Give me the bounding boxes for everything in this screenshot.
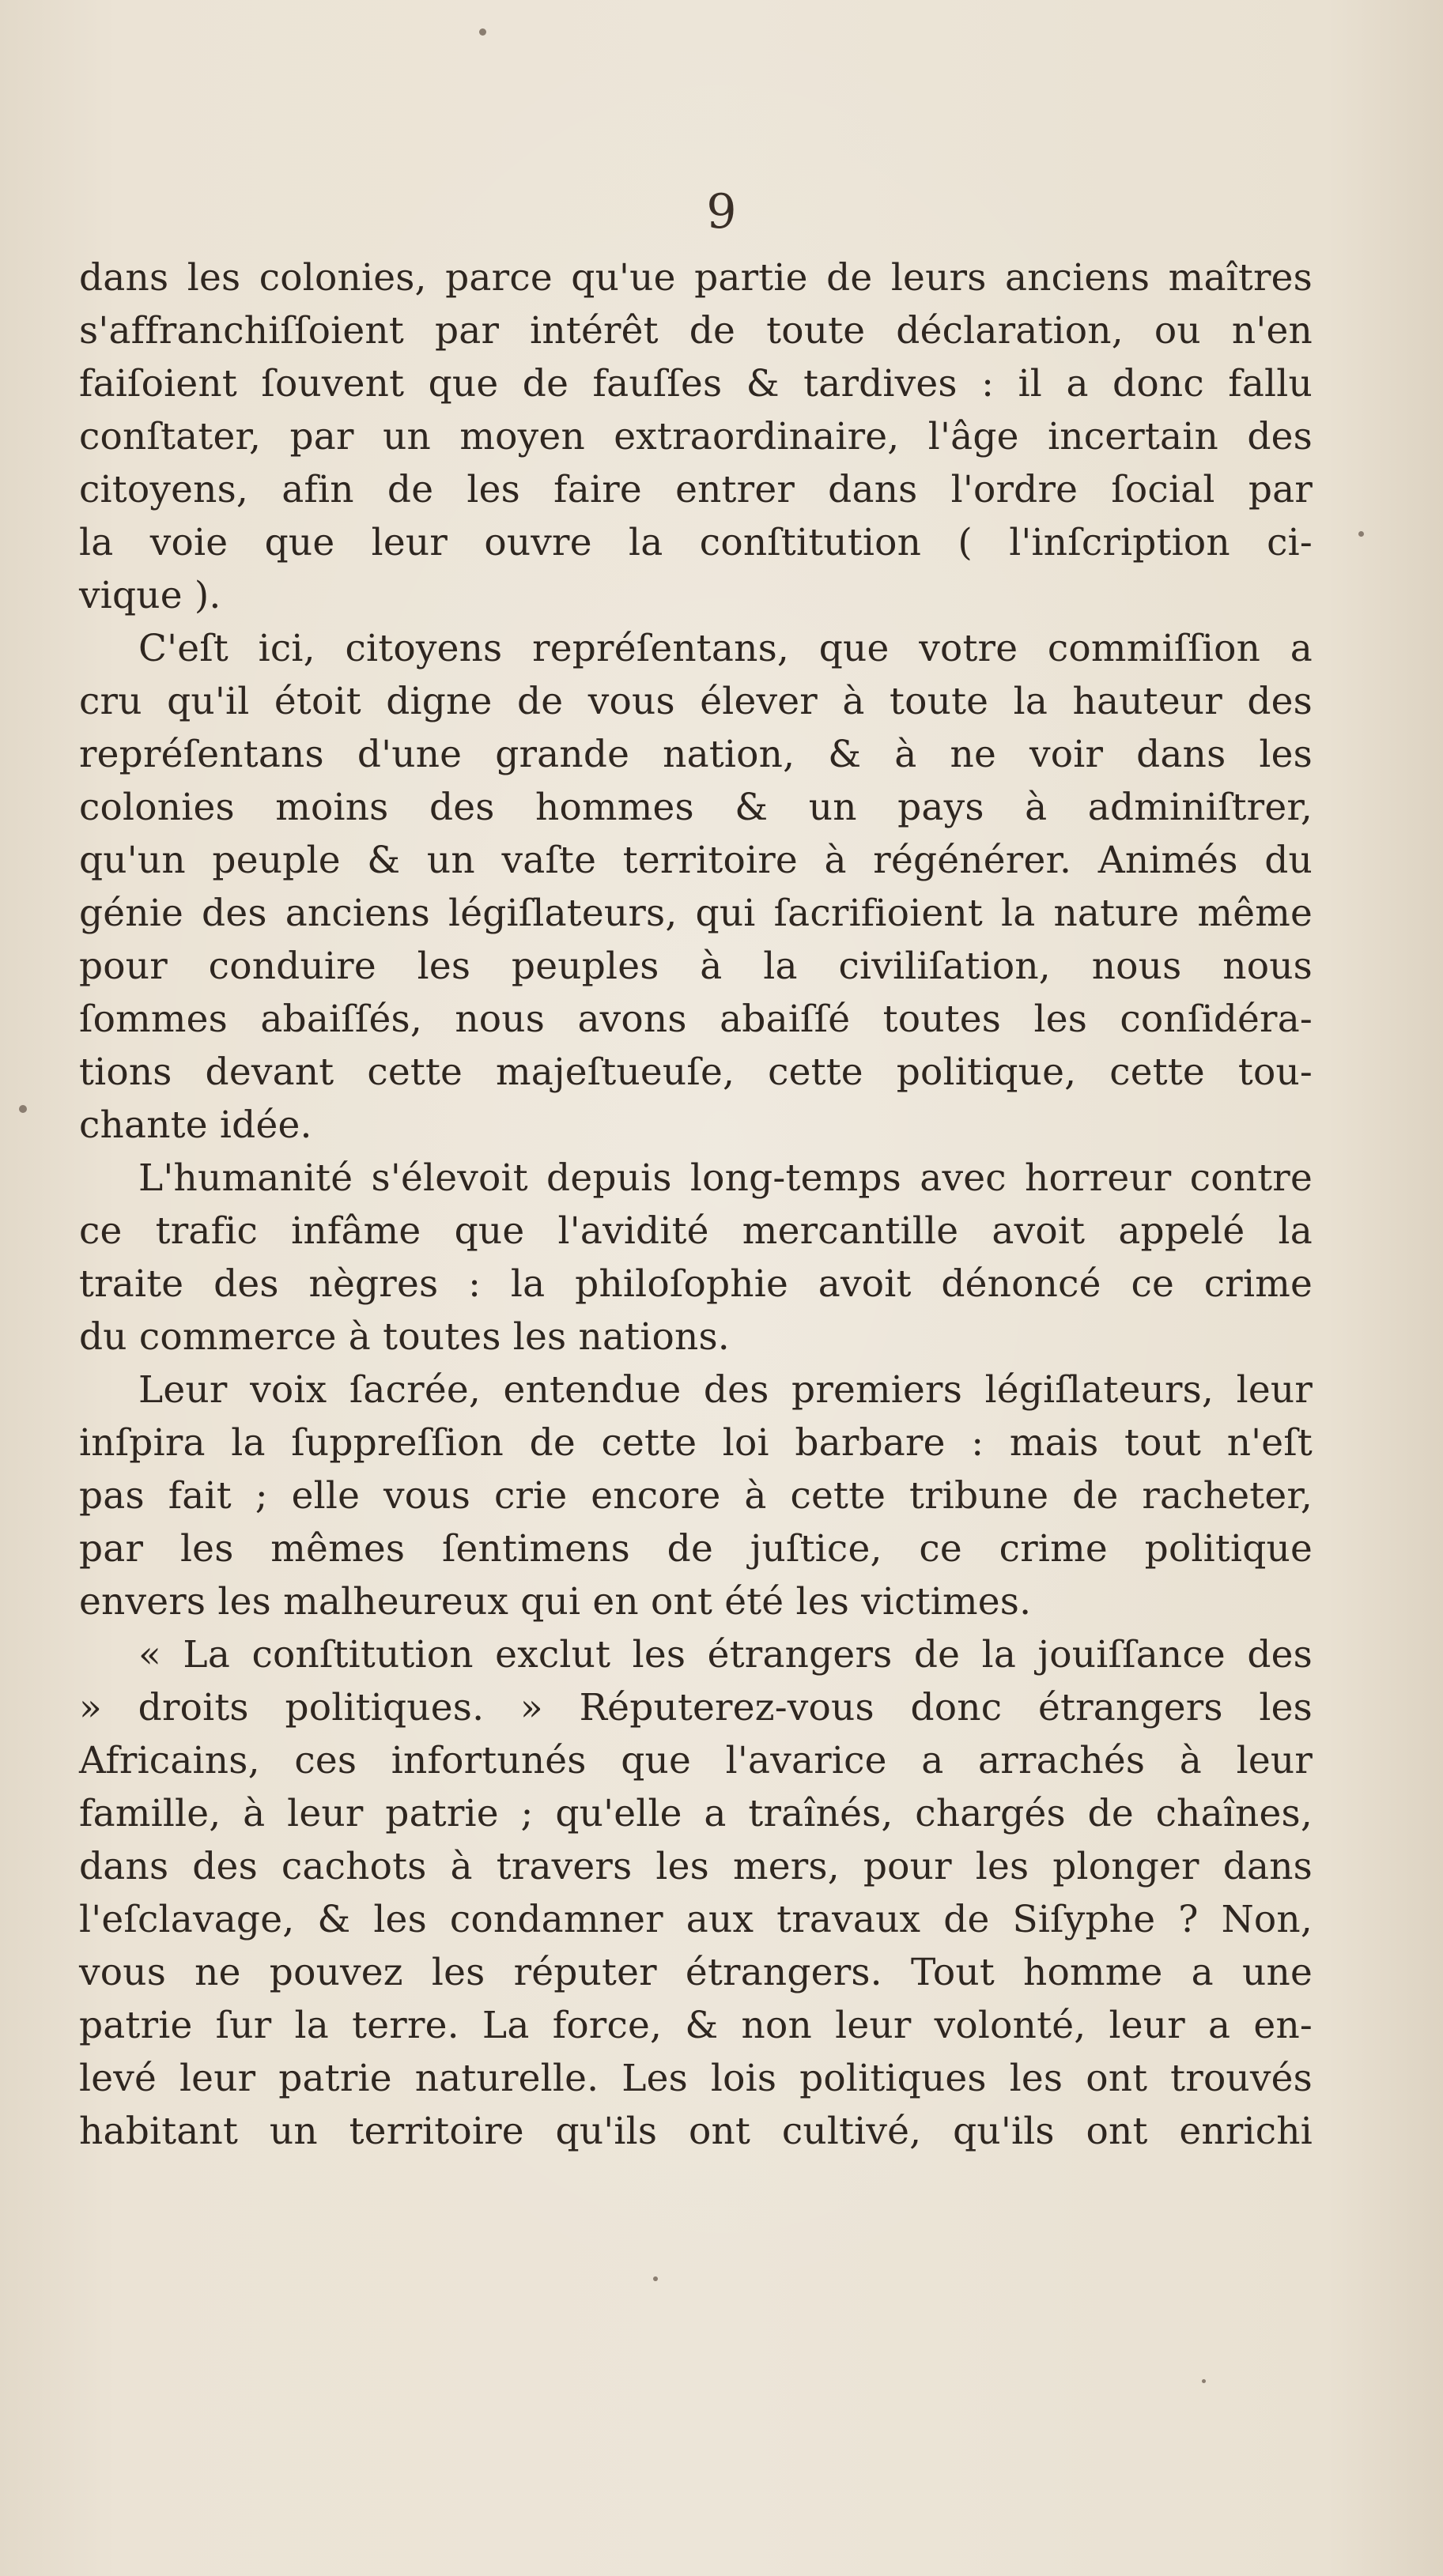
text-line: qu'un peuple & un vaſte territoire à régénérer. Animés du	[79, 839, 1313, 882]
text-line: vique ).	[79, 574, 221, 617]
text-line: tions devant cette majeſtueuſe, cette politique, cette tou-	[79, 1050, 1313, 1094]
text-line: s'affranchiſſoient par intérêt de toute déclaration, ou n'en	[79, 309, 1313, 353]
paper-speck	[19, 1105, 27, 1113]
text-line: cru qu'il étoit digne de vous élever à toute la hauteur des	[79, 680, 1313, 723]
text-line: levé leur patrie naturelle. Les lois politiques les ont trouvés	[79, 2057, 1313, 2100]
text-line: pour conduire les peuples à la civiliſation, nous nous	[79, 945, 1313, 988]
text-line: du commerce à toutes les nations.	[79, 1315, 730, 1359]
text-line: génie des anciens légiſlateurs, qui ſacrifioient la nature même	[79, 892, 1313, 935]
text-line: ſommes abaiſſés, nous avons abaiſſé toutes les conſidéra-	[79, 998, 1313, 1041]
text-line: habitant un territoire qu'ils ont cultivé, qu'ils ont enrichi	[79, 2110, 1313, 2153]
paragraph-start: L'humanité s'élevoit depuis long-temps avec horreur contre	[138, 1156, 1313, 1200]
paper-speck	[479, 28, 486, 36]
paragraph-start: « La conſtitution exclut les étrangers de la jouiſſance des	[138, 1633, 1313, 1676]
text-line: ce trafic infâme que l'avidité mercantille avoit appelé la	[79, 1209, 1313, 1253]
text-line: patrie ſur la terre. La force, & non leur volonté, leur a en-	[79, 2004, 1313, 2047]
paper-speck	[1358, 531, 1364, 537]
text-line: chante idée.	[79, 1103, 312, 1147]
paper-speck	[1202, 2379, 1206, 2383]
paragraph-start: Leur voix ſacrée, entendue des premiers légiſlateurs, leur	[138, 1368, 1313, 1412]
paragraph-start: C'eſt ici, citoyens repréſentans, que votre commiſſion a	[138, 627, 1313, 670]
text-line: dans des cachots à travers les mers, pour les plonger dans	[79, 1845, 1313, 1888]
text-line: conſtater, par un moyen extraordinaire, l'âge incertain des	[79, 415, 1313, 458]
text-line: » droits politiques. » Réputerez-vous donc étrangers les	[79, 1686, 1313, 1729]
text-line: vous ne pouvez les réputer étrangers. Tout homme a une	[79, 1951, 1313, 1994]
text-line: par les mêmes ſentimens de juſtice, ce crime politique	[79, 1527, 1313, 1571]
text-line: dans les colonies, parce qu'ue partie de leurs anciens maîtres	[79, 256, 1313, 300]
page-number: 9	[706, 184, 737, 239]
text-line: l'eſclavage, & les condamner aux travaux de Siſyphe ? Non,	[79, 1898, 1313, 1941]
text-line: la voie que leur ouvre la conſtitution ( l'inſcription ci-	[79, 521, 1313, 564]
text-line: inſpira la ſuppreſſion de cette loi barbare : mais tout n'eſt	[79, 1421, 1313, 1465]
text-line: Africains, ces infortunés que l'avarice a arrachés à leur	[79, 1739, 1313, 1782]
text-line: envers les malheureux qui en ont été les victimes.	[79, 1580, 1032, 1624]
text-line: citoyens, afin de les faire entrer dans l'ordre ſocial par	[79, 468, 1313, 511]
text-line: repréſentans d'une grande nation, & à ne voir dans les	[79, 733, 1313, 776]
text-line: pas fait ; elle vous crie encore à cette tribune de racheter,	[79, 1474, 1313, 1518]
body-text	[79, 251, 1313, 2158]
text-line: traite des nègres : la philoſophie avoit dénoncé ce crime	[79, 1262, 1313, 1306]
text-line: faiſoient ſouvent que de fauſſes & tardives : il a donc fallu	[79, 362, 1313, 405]
paper-speck	[653, 2276, 658, 2281]
text-line: colonies moins des hommes & un pays à adminiſtrer,	[79, 786, 1313, 829]
text-line: famille, à leur patrie ; qu'elle a traînés, chargés de chaînes,	[79, 1792, 1313, 1835]
